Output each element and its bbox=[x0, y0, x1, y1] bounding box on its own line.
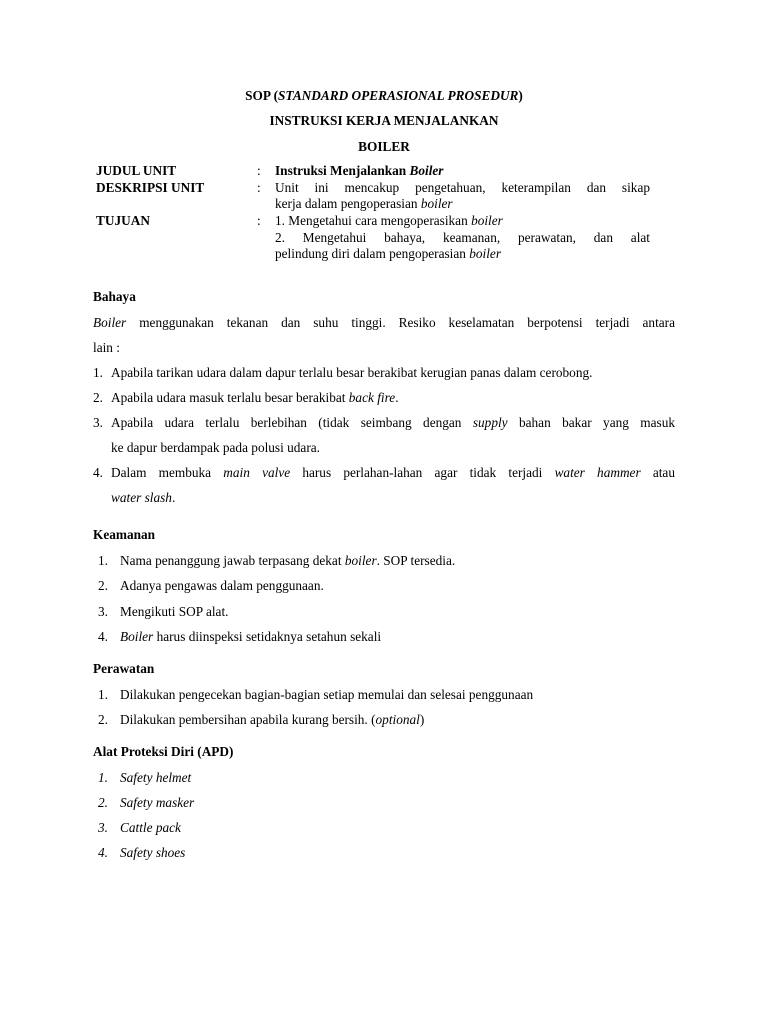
apd-item-4-num: 4. bbox=[98, 845, 108, 860]
title-italic: STANDARD OPERASIONAL PROSEDUR bbox=[278, 88, 519, 103]
apd-item-4-text: Safety shoes bbox=[120, 845, 186, 860]
keamanan-item-2-text: Adanya pengawas dalam penggunaan. bbox=[120, 578, 324, 593]
keamanan-item-1-pre: Nama penanggung jawab terpasang dekat bbox=[120, 553, 345, 568]
perawatan-item-2-pre: Dilakukan pembersihan apabila kurang bersih. ( bbox=[120, 712, 376, 727]
judul-unit-value-text: Instruksi Menjalankan bbox=[275, 163, 410, 178]
judul-unit-value-italic: Boiler bbox=[409, 163, 444, 178]
bahaya-intro-italic: Boiler bbox=[93, 315, 127, 330]
apd-item-3-text: Cattle pack bbox=[120, 820, 181, 835]
bahaya-intro-line1 bbox=[93, 315, 675, 331]
tujuan-item-2-line2-text: pelindung diri dalam pengoperasian bbox=[275, 246, 470, 261]
doc-title-line3: BOILER bbox=[358, 139, 410, 154]
bahaya-item-3-italic: supply bbox=[472, 415, 508, 430]
bahaya-item-1-num: 1. bbox=[93, 365, 103, 380]
tujuan-item-2-line2-italic: boiler bbox=[469, 246, 501, 261]
bahaya-item-4-line2-post: . bbox=[171, 490, 176, 505]
deskripsi-line2 bbox=[275, 196, 453, 212]
bahaya-intro-line2: lain : bbox=[93, 340, 120, 355]
doc-title-line2: INSTRUKSI KERJA MENJALANKAN bbox=[269, 113, 499, 128]
deskripsi-line1: Unit ini mencakup pengetahuan, keterampilan dan sikap bbox=[275, 180, 650, 195]
keamanan-item-1-italic: boiler bbox=[344, 553, 377, 568]
bahaya-item-2-text bbox=[111, 390, 399, 406]
apd-item-2-num: 2. bbox=[98, 795, 108, 810]
perawatan-item-2-num: 2. bbox=[98, 712, 108, 727]
apd-item-1-text: Safety helmet bbox=[120, 770, 192, 785]
bahaya-item-2-pre: Apabila udara masuk terlalu besar berakibat bbox=[111, 390, 349, 405]
judul-unit-colon: : bbox=[257, 163, 261, 178]
perawatan-item-2-text bbox=[120, 712, 424, 728]
doc-title-line1 bbox=[0, 88, 768, 104]
tujuan-label: TUJUAN bbox=[96, 213, 150, 228]
bahaya-intro-text: menggunakan tekanan dan suhu tinggi. Resiko keselamatan berpotensi terjadi antara bbox=[126, 315, 675, 330]
tujuan-colon: : bbox=[257, 213, 261, 228]
judul-unit-label: JUDUL UNIT bbox=[96, 163, 177, 178]
deskripsi-unit-colon: : bbox=[257, 180, 261, 195]
keamanan-item-4-italic: Boiler bbox=[120, 629, 154, 644]
perawatan-item-1-num: 1. bbox=[98, 687, 108, 702]
keamanan-item-1-text bbox=[120, 553, 455, 569]
apd-heading: Alat Proteksi Diri (APD) bbox=[93, 744, 234, 759]
bahaya-item-4-line2 bbox=[111, 490, 175, 506]
bahaya-item-4-post: atau bbox=[640, 465, 675, 480]
tujuan-item-2-line1: 2. Mengetahui bahaya, keamanan, perawatan, dan alat bbox=[275, 230, 650, 245]
tujuan-item-1-italic: boiler bbox=[471, 213, 503, 228]
bahaya-heading: Bahaya bbox=[93, 289, 136, 304]
keamanan-item-3-num: 3. bbox=[98, 604, 108, 619]
perawatan-item-2-post: ) bbox=[419, 712, 425, 727]
bahaya-item-4-mid: harus perlahan-lahan agar tidak terjadi bbox=[290, 465, 555, 480]
bahaya-item-1-text: Apabila tarikan udara dalam dapur terlalu besar berakibat kerugian panas dalam cerobong. bbox=[111, 365, 593, 380]
apd-item-1-num: 1. bbox=[98, 770, 108, 785]
bahaya-item-3-num: 3. bbox=[93, 415, 103, 430]
bahaya-item-4-line2-italic: water slash bbox=[111, 490, 172, 505]
bahaya-item-4-italic: main valve bbox=[223, 465, 291, 480]
bahaya-item-2-num: 2. bbox=[93, 390, 103, 405]
title-suffix: ) bbox=[518, 88, 523, 103]
deskripsi-line2-text: kerja dalam pengoperasian bbox=[275, 196, 421, 211]
bahaya-item-3-line2: ke dapur berdampak pada polusi udara. bbox=[111, 440, 320, 455]
perawatan-item-1-text: Dilakukan pengecekan bagian-bagian setiap memulai dan selesai penggunaan bbox=[120, 687, 534, 702]
bahaya-item-2-post: . bbox=[395, 390, 399, 405]
judul-unit-value bbox=[275, 163, 443, 179]
keamanan-item-1-num: 1. bbox=[98, 553, 108, 568]
bahaya-item-4-line1 bbox=[111, 465, 675, 481]
bahaya-item-4-num: 4. bbox=[93, 465, 103, 480]
keamanan-item-4-post: harus diinspeksi setidaknya setahun sekali bbox=[153, 629, 382, 644]
bahaya-item-4-italic2: water hammer bbox=[554, 465, 641, 480]
tujuan-item-1 bbox=[275, 213, 503, 229]
tujuan-item-1-text: 1. Mengetahui cara mengoperasikan bbox=[275, 213, 472, 228]
title-prefix: SOP ( bbox=[245, 88, 279, 103]
perawatan-item-2-italic: optional bbox=[375, 712, 420, 727]
perawatan-heading: Perawatan bbox=[93, 661, 155, 676]
deskripsi-line2-italic: boiler bbox=[420, 196, 453, 211]
bahaya-item-3-post: bahan bakar yang masuk bbox=[507, 415, 676, 430]
bahaya-item-3-line1 bbox=[111, 415, 675, 431]
bahaya-item-4-pre: Dalam membuka bbox=[111, 465, 224, 480]
tujuan-item-2-line2 bbox=[275, 246, 501, 262]
keamanan-item-2-num: 2. bbox=[98, 578, 108, 593]
deskripsi-unit-label: DESKRIPSI UNIT bbox=[96, 180, 205, 195]
keamanan-item-1-post: . SOP tersedia. bbox=[376, 553, 456, 568]
keamanan-item-3-text: Mengikuti SOP alat. bbox=[120, 604, 229, 619]
keamanan-item-4-text bbox=[120, 629, 381, 645]
bahaya-item-2-italic: back fire bbox=[348, 390, 396, 405]
apd-item-3-num: 3. bbox=[98, 820, 108, 835]
bahaya-item-3-pre: Apabila udara terlalu berlebihan (tidak seimbang dengan bbox=[111, 415, 473, 430]
keamanan-heading: Keamanan bbox=[93, 527, 156, 542]
keamanan-item-4-num: 4. bbox=[98, 629, 108, 644]
apd-item-2-text: Safety masker bbox=[120, 795, 195, 810]
